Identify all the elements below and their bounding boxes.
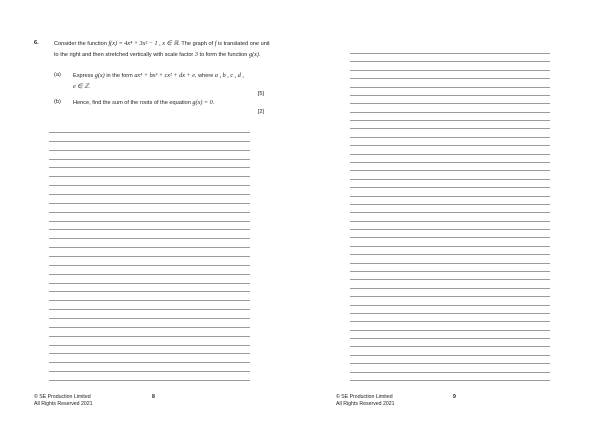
part-a-line2-end: . bbox=[88, 83, 91, 90]
answer-line bbox=[350, 162, 550, 163]
answer-line bbox=[350, 179, 550, 180]
answer-line bbox=[49, 185, 250, 186]
stem-mid: . The graph of bbox=[178, 41, 214, 47]
right-page-number: 9 bbox=[453, 394, 456, 400]
part-b-end: . bbox=[212, 100, 215, 106]
answer-line bbox=[49, 141, 250, 142]
part-a-line2: e ∈ ℤ bbox=[73, 82, 89, 90]
answer-line bbox=[49, 291, 250, 292]
part-b-eq: g(x) = 0 bbox=[192, 99, 213, 106]
answer-line bbox=[350, 53, 550, 54]
answer-line bbox=[350, 296, 550, 297]
answer-line bbox=[350, 380, 550, 381]
part-a-vars: a , b , c , d , bbox=[214, 72, 244, 79]
answer-line bbox=[350, 187, 550, 188]
part-a-form: ax⁴ + bx³ + cx² + dx + e bbox=[134, 72, 196, 79]
left-page-number: 8 bbox=[152, 394, 155, 400]
answer-line bbox=[350, 372, 550, 373]
answer-line bbox=[350, 305, 550, 306]
right-footer bbox=[336, 394, 395, 408]
answer-line bbox=[49, 327, 250, 328]
answer-line bbox=[350, 279, 550, 280]
part-b-pre: Hence, find the sum of the roots of the equation bbox=[73, 100, 191, 106]
answer-line bbox=[350, 95, 550, 96]
answer-line bbox=[350, 229, 550, 230]
answer-line bbox=[49, 265, 250, 266]
answer-line bbox=[350, 212, 550, 213]
answer-line bbox=[350, 338, 550, 339]
part-b-label: (b) bbox=[54, 99, 61, 105]
answer-line bbox=[49, 300, 250, 301]
answer-line bbox=[49, 167, 250, 168]
stem-g: g(x) bbox=[248, 50, 259, 58]
answer-line bbox=[350, 271, 550, 272]
answer-line bbox=[49, 309, 250, 310]
answer-line bbox=[350, 103, 550, 104]
answer-line bbox=[350, 61, 550, 62]
part-b-text bbox=[73, 98, 263, 109]
part-b-marks: [2] bbox=[257, 109, 264, 115]
answer-line bbox=[350, 263, 550, 264]
question-number: 6. bbox=[34, 40, 39, 46]
part-a-where: , where bbox=[195, 73, 214, 79]
answer-line bbox=[350, 137, 550, 138]
answer-line bbox=[49, 371, 250, 372]
left-rights: All Rights Reserved 2021 bbox=[34, 401, 93, 407]
answer-line bbox=[350, 330, 550, 331]
part-a-g: g(x) bbox=[94, 72, 105, 79]
answer-line bbox=[350, 70, 550, 71]
answer-line bbox=[49, 194, 250, 195]
stem-function: f(x) = 4x⁴ + 3x² − 1 , x ∈ ℝ bbox=[108, 40, 179, 47]
answer-line bbox=[49, 336, 250, 337]
answer-line bbox=[49, 229, 250, 230]
answer-line bbox=[49, 221, 250, 222]
left-copyright: © SE Production Limited bbox=[34, 394, 91, 400]
answer-line bbox=[49, 318, 250, 319]
answer-line bbox=[350, 120, 550, 121]
answer-line bbox=[350, 237, 550, 238]
answer-line bbox=[49, 132, 250, 133]
answer-line bbox=[49, 274, 250, 275]
answer-line bbox=[49, 362, 250, 363]
answer-line bbox=[350, 128, 550, 129]
right-page bbox=[300, 0, 600, 424]
answer-line bbox=[49, 256, 250, 257]
answer-line bbox=[49, 345, 250, 346]
right-rights: All Rights Reserved 2021 bbox=[336, 401, 395, 407]
stem-scale: 3 bbox=[194, 50, 198, 58]
part-a-mid: in the form bbox=[106, 73, 133, 79]
answer-line bbox=[350, 170, 550, 171]
answer-line bbox=[350, 288, 550, 289]
part-a-text bbox=[73, 71, 263, 92]
answer-line bbox=[350, 355, 550, 356]
answer-line bbox=[49, 380, 250, 381]
answer-line bbox=[49, 212, 250, 213]
answer-line bbox=[350, 154, 550, 155]
answer-line bbox=[49, 203, 250, 204]
answer-line bbox=[350, 313, 550, 314]
stem-dot: . bbox=[258, 51, 261, 58]
answer-line bbox=[350, 346, 550, 347]
answer-line bbox=[49, 150, 250, 151]
stem-f: f bbox=[214, 40, 217, 47]
answer-line bbox=[49, 159, 250, 160]
stem-post: is translated one unit to the right and then stretched vertically with scale factor bbox=[54, 41, 270, 58]
answer-line bbox=[350, 321, 550, 322]
answer-line bbox=[350, 112, 550, 113]
question-stem bbox=[54, 39, 272, 60]
answer-line bbox=[350, 363, 550, 364]
part-a-marks: [5] bbox=[257, 91, 264, 97]
answer-line bbox=[350, 254, 550, 255]
part-a-label: (a) bbox=[54, 72, 61, 78]
answer-line bbox=[350, 78, 550, 79]
answer-line bbox=[350, 145, 550, 146]
answer-line bbox=[49, 176, 250, 177]
stem-pre: Consider the function bbox=[54, 41, 107, 47]
part-a-pre: Express bbox=[73, 73, 94, 79]
answer-line bbox=[350, 196, 550, 197]
answer-line bbox=[49, 247, 250, 248]
stem-end: to form the function bbox=[199, 51, 248, 58]
answer-line bbox=[49, 353, 250, 354]
answer-line bbox=[49, 283, 250, 284]
answer-line bbox=[350, 246, 550, 247]
answer-line bbox=[49, 238, 250, 239]
right-copyright: © SE Production Limited bbox=[336, 394, 393, 400]
answer-line bbox=[350, 221, 550, 222]
answer-line bbox=[350, 204, 550, 205]
left-footer bbox=[34, 394, 93, 408]
answer-line bbox=[350, 87, 550, 88]
